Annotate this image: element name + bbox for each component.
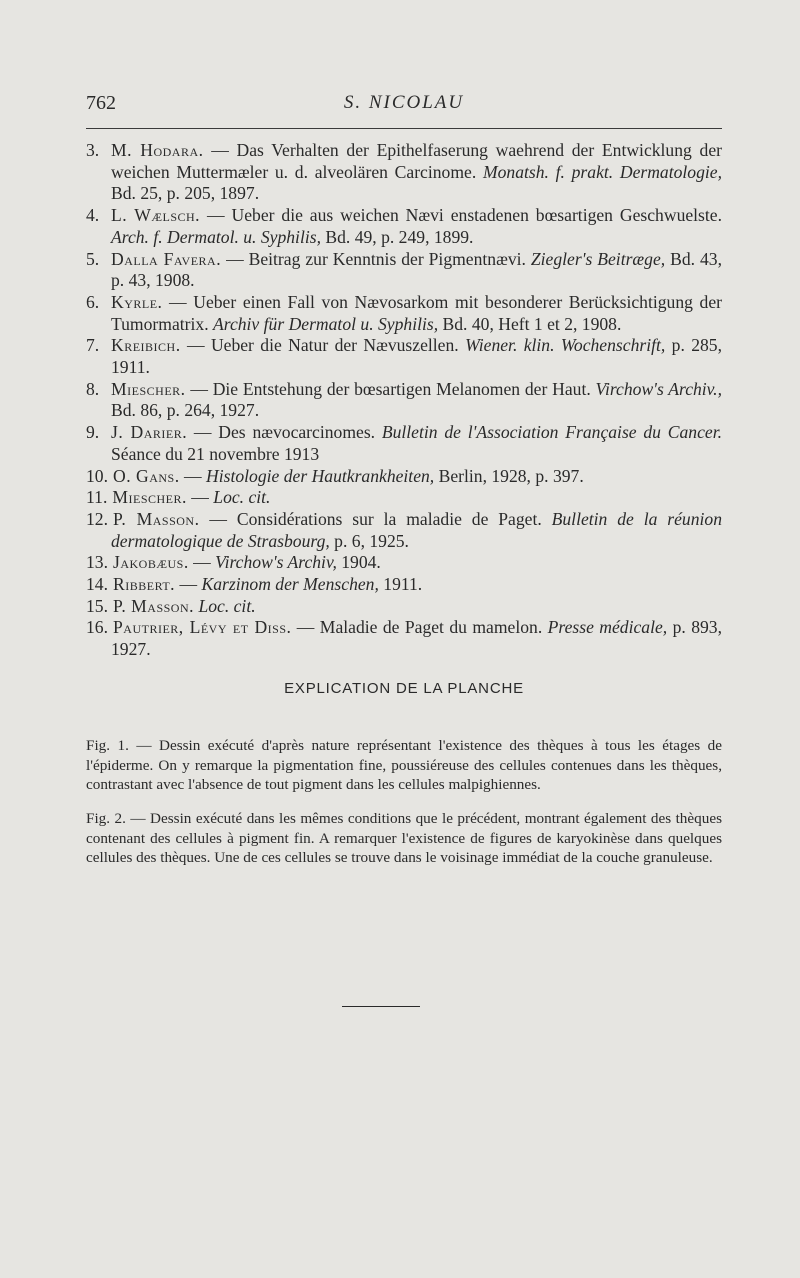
page-number: 762 [86, 92, 116, 114]
reference-author: P. Masson. [113, 508, 200, 529]
reference-item [86, 379, 722, 422]
reference-text: — Maladie de Paget du mamelon. [291, 617, 548, 638]
reference-source: Karzinom der Menschen, [201, 574, 379, 595]
reference-number: 5. [86, 248, 100, 269]
reference-author: L. Wælsch. [111, 205, 201, 226]
reference-author: Kyrle. [111, 291, 163, 312]
reference-text: — [175, 574, 202, 595]
reference-author: J. Darier. [111, 422, 188, 443]
reference-source: Virchow's Archiv., [595, 378, 722, 399]
reference-number: 6. [86, 291, 100, 312]
reference-text: 1904. [336, 552, 381, 573]
figure-2-caption: Fig. 2. — Dessin exécuté dans les mêmes conditions que le précédent, montrant également des thèques contenant des cellules à pigment fin. A remarquer l'existence de figures de karyokinèse dans quelques cellules des thèques. Une de ces cellules se trouve dans le voisinage immédiat de la couche granuleuse. [86, 810, 722, 867]
end-rule [342, 1006, 420, 1007]
reference-author: Pautrier, Lévy et Diss. [113, 617, 292, 638]
reference-number: 3. [86, 140, 100, 160]
reference-number: 16. [86, 617, 108, 638]
reference-text: — Die Entstehung der bœsartigen Melanomen der Haut. [185, 378, 596, 399]
reference-number: 9. [86, 422, 100, 443]
reference-number: 15. [86, 595, 108, 616]
reference-text: — Ueber die Natur der Nævuszellen. [180, 335, 466, 356]
reference-text: — [188, 552, 216, 573]
reference-author: Miescher. [111, 378, 186, 399]
reference-number: 4. [86, 205, 100, 226]
reference-source: Presse médicale, [547, 617, 668, 638]
reference-source: Bulletin de la réunion dermatologique de Strasbourg, [111, 508, 722, 551]
reference-text: p. 285, 1911. [111, 335, 722, 378]
reference-author: Dalla Favera. [111, 248, 222, 269]
reference-item [86, 249, 722, 292]
reference-item [86, 422, 722, 465]
reference-source: Wiener. klin. Wochenschrift, [465, 335, 666, 356]
reference-text: — Das Verhalten der Epithelfaserung waehrend der Entwicklung der weichen Muttermæler u. d. alveolären Carcinome. [111, 140, 722, 182]
reference-item [86, 487, 722, 509]
reference-text: Berlin, 1928, p. 397. [434, 465, 584, 486]
reference-text: — Beitrag zur Kenntnis der Pigmentnævi. [221, 248, 531, 269]
reference-text: Bd. 25, p. 205, 1897. [111, 183, 260, 204]
reference-number: 7. [86, 335, 100, 356]
running-head: S. NICOLAU [343, 92, 465, 113]
reference-text: p. 893, 1927. [111, 617, 722, 660]
reference-text: — Des nævocarcinomes. [187, 422, 382, 443]
reference-item [86, 617, 722, 660]
reference-text: Séance du 21 novembre 1913 [111, 443, 320, 464]
reference-source: Archiv für Dermatol u. Syphilis, [213, 313, 439, 334]
reference-source: Bulletin de l'Association Française du Cancer. [381, 422, 722, 443]
reference-author: O. Gans. [113, 465, 180, 486]
reference-source: Monatsh. f. prakt. Dermatologie, [482, 161, 722, 182]
reference-text: Bd. 86, p. 264, 1927. [111, 400, 260, 421]
reference-item [86, 335, 722, 378]
reference-text: — Ueber einen Fall von Nævosarkom mit besonderer Berücksichtigung der Tumormatrix. [111, 291, 722, 334]
reference-text: — Ueber die aus weichen Nævi enstadenen bœsartigen Geschwuelste. [200, 205, 723, 226]
reference-number: 11. [86, 487, 108, 508]
reference-source: Virchow's Archiv, [215, 552, 337, 573]
figure-1-caption: Fig. 1. — Dessin exécuté d'après nature représentant l'existence des thèques à tous les étages de l'épiderme. On y remarque la pigmentation fine, poussiéreuse des cellules contenues dans les thèques, contrastant avec l'absence de tout pigment dans les cellules malpighiennes. [86, 737, 722, 794]
reference-text: Bd. 49, p. 249, 1899. [320, 226, 474, 247]
page-header [86, 92, 722, 120]
reference-text: — Considérations sur la maladie de Paget. [199, 508, 552, 529]
reference-item [86, 292, 722, 335]
reference-author: Jakobæus. [113, 552, 189, 573]
reference-author: P. Masson. [113, 595, 195, 616]
reference-author: Ribbert. [113, 574, 176, 595]
reference-source: Ziegler's Beitræge, [530, 248, 666, 269]
reference-number: 13. [86, 552, 108, 573]
reference-source: Loc. cit. [198, 595, 256, 616]
reference-item [86, 509, 722, 552]
reference-text: Bd. 40, Heft 1 et 2, 1908. [438, 313, 622, 334]
reference-source: Arch. f. Dermatol. u. Syphilis, [111, 226, 321, 247]
reference-text: — [186, 487, 214, 508]
reference-number: 10. [86, 465, 108, 486]
reference-item [86, 466, 722, 488]
reference-text: 1911. [378, 574, 423, 595]
reference-item [86, 552, 722, 574]
reference-author: Miescher. [112, 487, 187, 508]
reference-item [86, 205, 722, 248]
reference-author: Kreibich. [111, 335, 181, 356]
plate-explanation-title: EXPLICATION DE LA PLANCHE [284, 680, 524, 697]
reference-number: 14. [86, 574, 108, 595]
reference-author: M. Hodara. [111, 140, 204, 160]
reference-item [86, 574, 722, 596]
reference-source: Histologie der Hautkrankheiten, [206, 465, 435, 486]
reference-item [86, 596, 722, 618]
reference-number: 8. [86, 378, 100, 399]
reference-text: p. 6, 1925. [329, 530, 409, 551]
reference-source: Loc. cit. [213, 487, 271, 508]
reference-item [86, 140, 722, 205]
reference-list [86, 140, 722, 661]
header-rule [86, 128, 722, 129]
reference-text: — [179, 465, 207, 486]
reference-number: 12. [86, 508, 108, 529]
reference-text: Bd. 43, p. 43, 1908. [111, 248, 723, 291]
